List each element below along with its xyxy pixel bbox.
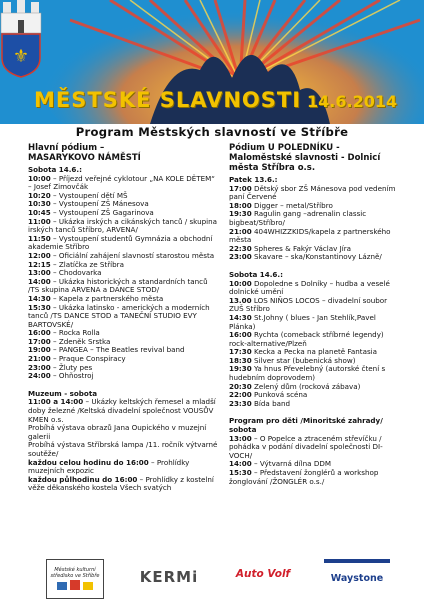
svg-text:⚜: ⚜ [12,46,30,67]
museum-entry [28,424,220,441]
main-stage-entry [28,218,220,235]
saturday-entry-text: Kecka a Pecka na planetě Fantasia [251,347,378,357]
saturday-entry [229,314,399,331]
main-stage-entry-text: – Ukázka latinsko - amerických a moderních tanců /TS DANCE STOD a TANEČNÍ STUDIO EVY BARTOVSKÉ/ [28,302,210,329]
main-stage-entry-time: 16:00 [28,328,51,338]
main-stage-entry-text: – Rocka Rolla [50,328,100,338]
festival-header [0,0,424,124]
saturday-entry-text: St.Johny ( blues - Jan Stehlík,Pavel Plánka) [229,312,376,331]
culture-centre-line1: Městské kulturní [54,567,96,573]
kids-entry-text: – O Popelce a ztraceném střevíčku / pohádka v podání divadelní společnosti DI-VOCH/ [229,433,383,460]
friday-entry-time: 22:30 [229,243,252,253]
museum-entry-text: – Ukázky keltských řemesel a mladší doby železné /Keltská divadelní společnost VOUSŮV KMEN o.s. [28,397,216,424]
kids-entry [229,469,399,486]
saturday-entry-time: 23:30 [229,398,252,408]
museum-entry [28,459,220,476]
main-stage-entry-text: – Vystoupení studentů Gymnázia a obchodní akademie Stříbro [28,233,213,252]
saturday-schedule [229,280,399,409]
kids-schedule [229,435,399,487]
friday-entry-text: Digger – metal/Stříbro [251,200,333,210]
waystone-logo [324,559,390,593]
saturday-entry-time: 17:30 [229,347,252,357]
main-stage-entry-time: 21:00 [28,354,51,364]
kids-entry-time: 15:30 [229,468,252,477]
kermi-logo [138,563,200,591]
main-stage-entry-time: 10:00 [28,173,51,183]
saturday-entry-time: 22:00 [229,390,252,400]
polednik-stage-column [229,143,399,486]
kids-heading [229,417,399,434]
festival-date: 14.6.2014 [307,92,398,111]
main-stage-entry-text: – Zdeněk Srstka [50,336,111,346]
main-stage-entry-text: – Vystoupení dětí MŠ [50,190,128,200]
main-stage-entry-time: 14:00 [28,276,51,286]
kids-entry-time: 14:00 [229,459,252,469]
main-stage-entry-time: 19:00 [28,345,51,355]
main-stage-entry-text: – Příjezd veřejné cyklotour „NA KOLE DĚTEM“ – Josef Zimovčák [28,173,215,192]
museum-entry-time: každou půlhodinu do 16:00 [28,474,138,484]
friday-entry-text: Ragulin gang –adrenalin classic bigbeat/Stříbro/ [229,209,367,227]
autovolf-text: Auto Volf [235,568,291,580]
main-stage-entry-text: – Vystoupení ZŠ Gagarinova [50,207,154,217]
saturday-entry-time: 13.00 [229,295,252,305]
town-crest-icon [0,0,42,78]
kids-entry-text: – Představení žonglérů a workshop žonglování /ŽONGLÉR o.s./ [229,468,379,486]
main-stage-entry-text: – Ukázka historických a standardních tanců /TS skupina ARVENA a DANCE STOD/ [28,276,208,295]
main-stage-entry-time: 17:00 [28,336,51,346]
main-stage-entry [28,235,220,252]
saturday-entry [229,331,399,348]
main-stage-entry-time: 14:30 [28,293,51,303]
main-stage-entry-time: 10:30 [28,199,51,209]
polednik-stage-title-line3: města Stříbra o.s. [229,163,316,173]
main-stage-column [28,143,220,493]
museum-entry [28,476,220,493]
program-title: Program Městských slavností ve Stříbře [75,125,349,139]
main-stage-entry-time: 15:30 [28,302,51,312]
saturday-heading: Sobota 14.6.: [229,269,283,279]
main-stage-entry-time: 24:00 [28,371,51,381]
friday-entry-time: 23:00 [229,252,252,262]
friday-entry-time: 19:30 [229,209,252,219]
saturday-entry [229,365,399,382]
saturday-entry-text: Dopoledne s Dolníky – hudba a veselé dolnické umění [229,278,390,297]
friday-entry-time: 18:00 [229,200,252,210]
friday-schedule [229,185,399,262]
saturday-entry [229,400,399,409]
main-stage-heading [28,143,220,163]
main-stage-entry-time: 11:50 [28,233,51,243]
friday-entry [229,253,399,262]
museum-entry-text: – Prohlídky z kostelní věže děkanského kostela Všech svatých [28,474,214,493]
saturday-entry-text: Punková scéna [251,390,308,400]
main-stage-entry [28,304,220,330]
friday-entry [229,210,399,227]
autovolf-logo [232,563,294,585]
main-stage-entry [28,278,220,295]
friday-entry-text: Dětský sbor ZŠ Mánesova pod vedením paní Červené [229,183,396,202]
museum-schedule [28,398,220,493]
museum-entry-text: Probíhá výstava obrazů Jana Oupického v muzejní galerii [28,423,207,441]
kermi-text: KERMi [139,568,199,586]
saturday-entry-time: 14:30 [229,312,252,322]
polednik-stage-heading [229,143,399,173]
kids-title-line1: Program pro děti /Minoritské zahrady/ [229,416,383,426]
main-stage-entry-time: 12:15 [28,259,51,269]
main-stage-entry [28,372,220,381]
saturday-entry-text: LOS NIÑOS LOCOS – divadelní soubor ZUŠ Stříbro [229,295,388,314]
museum-entry-time: každou celou hodinu do 16:00 [28,457,149,467]
kids-title-line2: sobota [229,425,257,435]
saturday-entry-text: Rychta (comeback stříbrné legendy) rock-alternative/Plzeň [229,330,384,348]
main-stage-entry-time: 23:00 [28,362,51,372]
saturday-entry-time: 18:30 [229,355,252,365]
friday-entry-time: 21:00 [229,226,252,236]
friday-entry-text: Spheres & Fakýr Václav Jíra [251,243,352,253]
main-stage-entry-time: 11:00 [28,216,51,226]
culture-centre-line2: středisko ve Stříbře [50,573,100,579]
friday-entry-text: 404WHIZZKIDS/kapela z partnerského města [229,226,391,245]
main-stage-entry-text: – PANGEA – The Beatles revival band [50,345,185,355]
saturday-entry [229,280,399,297]
main-stage-entry-text: – Oficiální zahájení slavností starostou města [50,250,215,260]
friday-heading: Patek 13.6.: [229,175,278,184]
friday-entry-time: 17:00 [229,183,252,193]
main-stage-title-line1: Hlavní pódium – [28,143,105,153]
festival-name: MĚSTSKÉ SLAVNOSTI [34,88,302,112]
museum-entry [28,441,220,458]
waystone-text: Waystone [330,572,384,584]
kids-entry [229,435,399,461]
main-stage-entry-time: 12:00 [28,250,51,260]
main-stage-entry-text: – Chodovarka [50,268,102,278]
museum-heading: Muzeum - sobota [28,388,98,398]
saturday-entry-text: Silver star (bubenická show) [251,355,356,365]
kids-entry-text: – Výtvarná dílna DDM [251,459,331,469]
culture-centre-emblem-icon [55,579,95,591]
saturday-entry-time: 16:00 [229,330,252,340]
polednik-stage-title-line2: Maloměstské slavnosti - Dolnicí [229,153,381,163]
sponsor-bar [0,553,424,600]
main-stage-entry-text: – Vystoupení ZŠ Mánesova [50,199,149,209]
saturday-entry-time: 10:00 [229,278,252,288]
culture-centre-logo [46,559,104,599]
museum-entry-time: 11:00 a 14:00 [28,397,84,407]
saturday-entry-time: 19:30 [229,364,252,374]
saturday-entry-text: Bída band [251,398,291,408]
main-stage-entry-text: – Kapela z partnerského města [50,293,164,303]
main-stage-entry [28,175,220,192]
museum-entry-text: Probíhá výstava Stříbrská lampa /11. ročník výtvarné soutěže/ [28,440,218,458]
main-stage-entry-text: – Ukázka irských a cikánských tanců / skupina irských tanců Stříbro, ARVENA/ [28,216,218,235]
saturday-entry-text: Ya hnus Převelebný (autorské čtení s hudebním doprovodem) [229,364,386,383]
polednik-stage-title-line1: Pódium U POLEDNÍKU - [229,143,340,153]
kids-entry-time: 13:00 [229,433,252,443]
main-stage-entry-text: – Praque Conspiracy [50,354,126,364]
main-stage-entry-text: – Zlatíčka ze Stříbra [50,259,124,269]
main-stage-entry-time: 10:20 [28,190,51,200]
main-stage-entry-time: 13:00 [28,268,51,278]
friday-entry-text: Skavare – ska/Konstantinovy Lázně/ [251,252,382,262]
main-stage-entry-time: 10:45 [28,207,51,217]
main-stage-entry-text: – Žluty pes [50,362,93,372]
friday-entry [229,185,399,202]
main-stage-day: Sobota 14.6.: [28,165,82,174]
saturday-entry [229,297,399,314]
museum-entry-text: – Prohlídky muzejních expozic [28,457,190,476]
saturday-entry-text: Zelený dům (rocková zábava) [251,381,361,391]
main-stage-schedule [28,175,220,381]
friday-entry [229,228,399,245]
festival-title [34,88,424,112]
main-stage-title-line2: MASARYKOVO NÁMĚSTÍ [28,153,141,163]
main-stage-entry-text: – Ohňostroj [50,371,94,381]
museum-entry [28,398,220,424]
saturday-entry-time: 20:30 [229,381,252,391]
